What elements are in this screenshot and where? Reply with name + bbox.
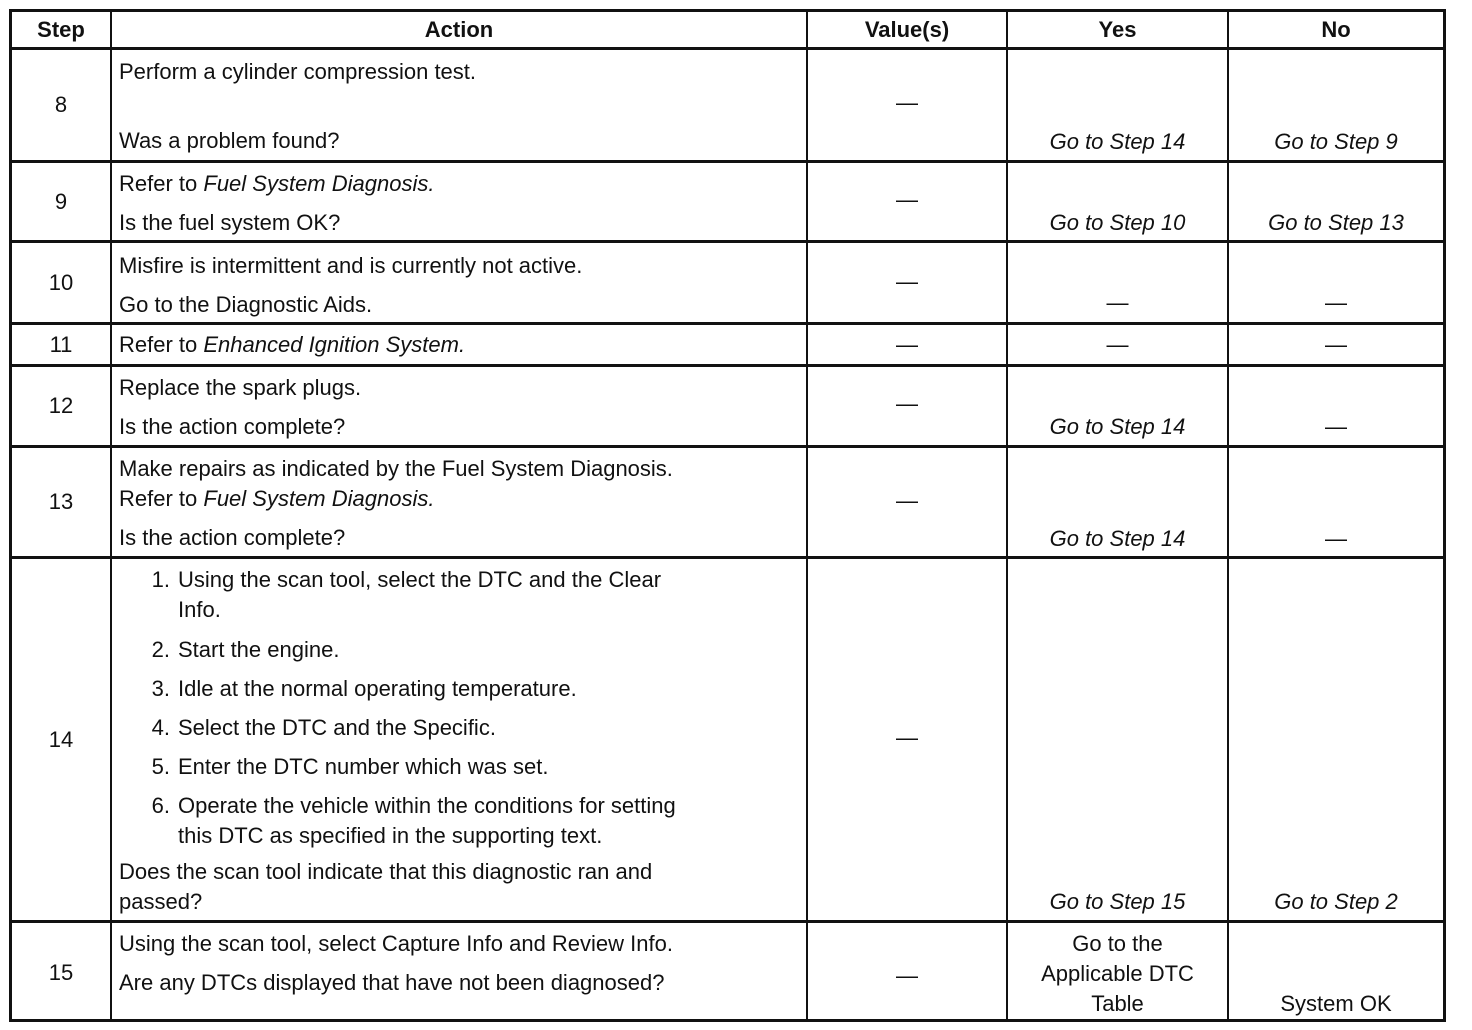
action-cell <box>112 923 808 1022</box>
action-text <box>119 169 434 199</box>
step-number: 11 <box>12 325 112 364</box>
list-number: 1. <box>151 567 170 592</box>
list-number: 5. <box>151 754 170 779</box>
no-cell <box>1229 448 1443 556</box>
no-cell <box>1229 325 1443 364</box>
step-number: 12 <box>12 367 112 445</box>
action-prefix: Refer to <box>119 332 204 357</box>
action-prefix: Refer to <box>119 486 204 511</box>
action-cell <box>112 448 808 556</box>
action-text: Replace the spark plugs. <box>119 375 362 400</box>
action-question: Is the fuel system OK? <box>119 210 341 235</box>
value-dash: — <box>896 391 918 416</box>
table-row-step-12 <box>12 367 1443 448</box>
header-yes: Yes <box>1008 12 1229 47</box>
yes-dash: — <box>1106 332 1129 357</box>
table-row-step-14 <box>12 559 1443 923</box>
list-number: 4. <box>151 715 170 740</box>
no-link[interactable]: Go to Step 9 <box>1274 129 1398 154</box>
yes-cell <box>1008 243 1229 322</box>
no-dash: — <box>1325 332 1347 357</box>
action-reference[interactable]: Enhanced Ignition System. <box>203 332 466 357</box>
table-row-step-8 <box>12 50 1443 163</box>
header-action: Action <box>112 12 808 47</box>
list-number: 2. <box>151 637 170 662</box>
no-dash: — <box>1325 526 1347 551</box>
action-question: Does the scan tool indicate that this diagnostic ran and <box>119 859 653 884</box>
action-question: Are any DTCs displayed that have not been diagnosed? <box>119 970 665 995</box>
yes-cell <box>1008 367 1229 445</box>
no-cell <box>1229 923 1443 1022</box>
step-number: 10 <box>12 243 112 322</box>
action-reference[interactable]: Fuel System Diagnosis. <box>203 171 435 196</box>
action-cell <box>112 367 808 445</box>
yes-link[interactable]: Go to Step 10 <box>1049 210 1186 235</box>
yes-link[interactable]: Go to Step 15 <box>1049 889 1186 914</box>
step-number: 14 <box>12 559 112 920</box>
action-cell <box>112 559 808 920</box>
list-text: Idle at the normal operating temperature. <box>178 676 577 701</box>
yes-link[interactable]: Go to Step 14 <box>1049 129 1186 154</box>
step-number: 13 <box>12 448 112 556</box>
yes-dash: — <box>1106 290 1129 315</box>
yes-link[interactable]: Go to Step 14 <box>1049 526 1186 551</box>
action-question: Is the action complete? <box>119 525 346 550</box>
table-row-step-9 <box>12 163 1443 243</box>
action-cell <box>112 163 808 240</box>
header-no: No <box>1321 16 1351 42</box>
value-cell <box>808 163 1008 240</box>
value-cell <box>808 325 1008 364</box>
action-question: Is the action complete? <box>119 414 346 439</box>
value-dash: — <box>896 187 918 212</box>
yes-link[interactable]: Go to Step 14 <box>1049 414 1186 439</box>
table-row-step-11 <box>12 325 1443 367</box>
list-number: 3. <box>151 676 170 701</box>
action-prefix: Refer to <box>119 171 204 196</box>
no-cell <box>1229 559 1443 920</box>
value-dash: — <box>896 963 918 988</box>
action-text: Misfire is intermittent and is currently not active. <box>119 253 583 278</box>
value-cell <box>808 559 1008 920</box>
yes-cell <box>1008 163 1229 240</box>
value-dash: — <box>896 90 918 115</box>
list-text: Info. <box>178 597 221 622</box>
action-question: Was a problem found? <box>119 128 340 153</box>
action-text: Make repairs as indicated by the Fuel System Diagnosis. <box>119 456 673 481</box>
action-text: Go to the Diagnostic Aids. <box>119 292 373 317</box>
header-values: Value(s) <box>808 12 1008 47</box>
no-cell <box>1229 367 1443 445</box>
step-number: 15 <box>12 923 112 1022</box>
value-cell <box>808 243 1008 322</box>
yes-cell <box>1008 559 1229 920</box>
value-dash: — <box>896 488 918 513</box>
yes-link-line[interactable]: Table <box>1091 991 1144 1016</box>
value-dash: — <box>896 725 918 750</box>
value-dash: — <box>896 269 918 294</box>
no-result: System OK <box>1280 991 1392 1016</box>
action-cell <box>112 50 808 160</box>
table-row-step-10 <box>12 243 1443 325</box>
no-cell <box>1229 50 1443 160</box>
no-link[interactable]: Go to Step 13 <box>1268 210 1404 235</box>
no-dash: — <box>1325 290 1347 315</box>
no-cell <box>1229 243 1443 322</box>
value-cell <box>808 923 1008 1022</box>
list-text: this DTC as specified in the supporting text. <box>178 823 603 848</box>
list-text: Using the scan tool, select the DTC and the Clear <box>178 567 662 592</box>
table-row-step-15 <box>12 923 1443 1022</box>
action-cell <box>112 325 808 364</box>
list-text: Operate the vehicle within the conditions for setting <box>178 793 676 818</box>
yes-link-line[interactable]: Go to the <box>1072 931 1163 956</box>
action-text <box>119 484 434 514</box>
header-step: Step <box>12 12 112 47</box>
value-cell <box>808 367 1008 445</box>
step-number: 9 <box>12 163 112 240</box>
list-text: Enter the DTC number which was set. <box>178 754 549 779</box>
action-text <box>119 330 465 360</box>
list-text: Select the DTC and the Specific. <box>178 715 496 740</box>
yes-cell <box>1008 448 1229 556</box>
no-link[interactable]: Go to Step 2 <box>1274 889 1398 914</box>
yes-cell <box>1008 50 1229 160</box>
yes-link-line[interactable]: Applicable DTC <box>1041 961 1194 986</box>
yes-cell <box>1008 923 1229 1022</box>
list-text: Start the engine. <box>178 637 340 662</box>
no-dash: — <box>1325 414 1347 439</box>
step-number: 8 <box>12 50 112 160</box>
header-row <box>12 12 1443 50</box>
value-dash: — <box>896 332 918 357</box>
action-cell <box>112 243 808 322</box>
table-row-step-13 <box>12 448 1443 559</box>
action-question-continued: passed? <box>119 889 203 914</box>
no-cell <box>1229 163 1443 240</box>
action-text: Perform a cylinder compression test. <box>119 59 477 84</box>
action-text: Using the scan tool, select Capture Info and Review Info. <box>119 931 673 956</box>
value-cell <box>808 448 1008 556</box>
value-cell <box>808 50 1008 160</box>
yes-cell <box>1008 325 1229 364</box>
list-number: 6. <box>151 793 170 818</box>
diagnostic-table <box>9 9 1446 1022</box>
action-reference[interactable]: Fuel System Diagnosis. <box>203 486 435 511</box>
